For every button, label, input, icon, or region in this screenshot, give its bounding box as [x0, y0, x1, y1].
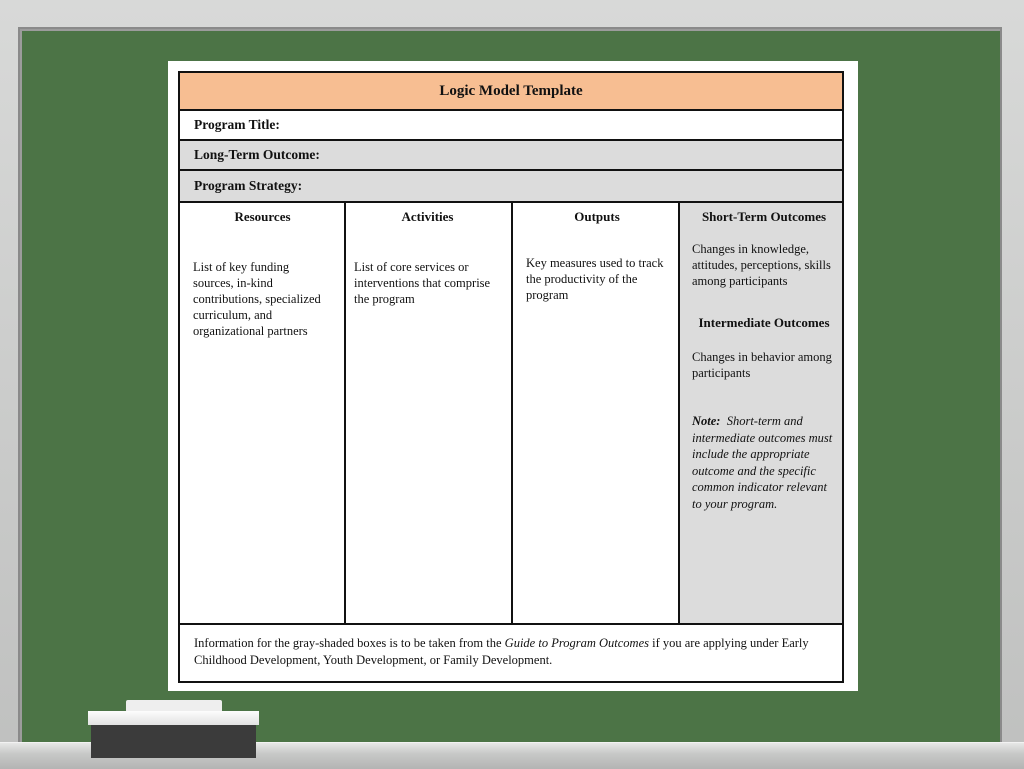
footer-text-end: if you are applying under Early Childhood Development, Youth Development, or Family Development.: [194, 636, 809, 667]
logic-model-sheet: [168, 61, 858, 691]
eraser-icon: [88, 700, 259, 758]
outputs-description: Key measures used to track the productivity of the program: [526, 256, 664, 302]
table-title: Logic Model Template: [180, 73, 842, 111]
note-text: Short-term and intermediate outcomes must include the appropriate outcome and the specific common indicator relevant to your program.: [692, 414, 833, 511]
short-term-outcomes-description: Changes in knowledge, attitudes, perceptions, skills among participants: [692, 242, 831, 288]
resources-heading: Resources: [234, 209, 291, 224]
activities-column: [346, 203, 513, 623]
long-term-outcome-field: [180, 141, 842, 171]
intermediate-outcomes-heading: Intermediate Outcomes: [698, 315, 830, 330]
program-strategy-field: [180, 171, 842, 203]
program-title-label: Program Title:: [194, 117, 280, 132]
program-strategy-label: Program Strategy:: [194, 178, 303, 193]
note-label: Note:: [692, 414, 721, 428]
resources-description: List of key funding sources, in-kind contributions, specialized curriculum, and organizational partners: [193, 260, 321, 338]
activities-heading: Activities: [401, 209, 454, 224]
short-term-outcomes-heading: Short-Term Outcomes: [701, 209, 827, 224]
activities-description: List of core services or interventions that comprise the program: [354, 260, 491, 306]
outputs-heading: Outputs: [574, 209, 620, 224]
resources-column: [180, 203, 346, 623]
eraser-band: [88, 711, 259, 725]
outcomes-column: [680, 203, 842, 623]
footer-text-start: Information for the gray-shaded boxes is to be taken from the: [194, 636, 505, 650]
guide-title: Guide to Program Outcomes: [504, 636, 649, 650]
footer-instructions: [180, 625, 842, 681]
intermediate-outcomes-description: Changes in behavior among participants: [692, 350, 832, 380]
program-title-field: [180, 111, 842, 141]
eraser-body: [91, 725, 256, 758]
outcomes-note: [692, 413, 836, 512]
outputs-column: [513, 203, 680, 623]
logic-model-columns: [180, 203, 842, 625]
logic-model-table: [178, 71, 844, 683]
long-term-outcome-label: Long-Term Outcome:: [194, 147, 320, 162]
